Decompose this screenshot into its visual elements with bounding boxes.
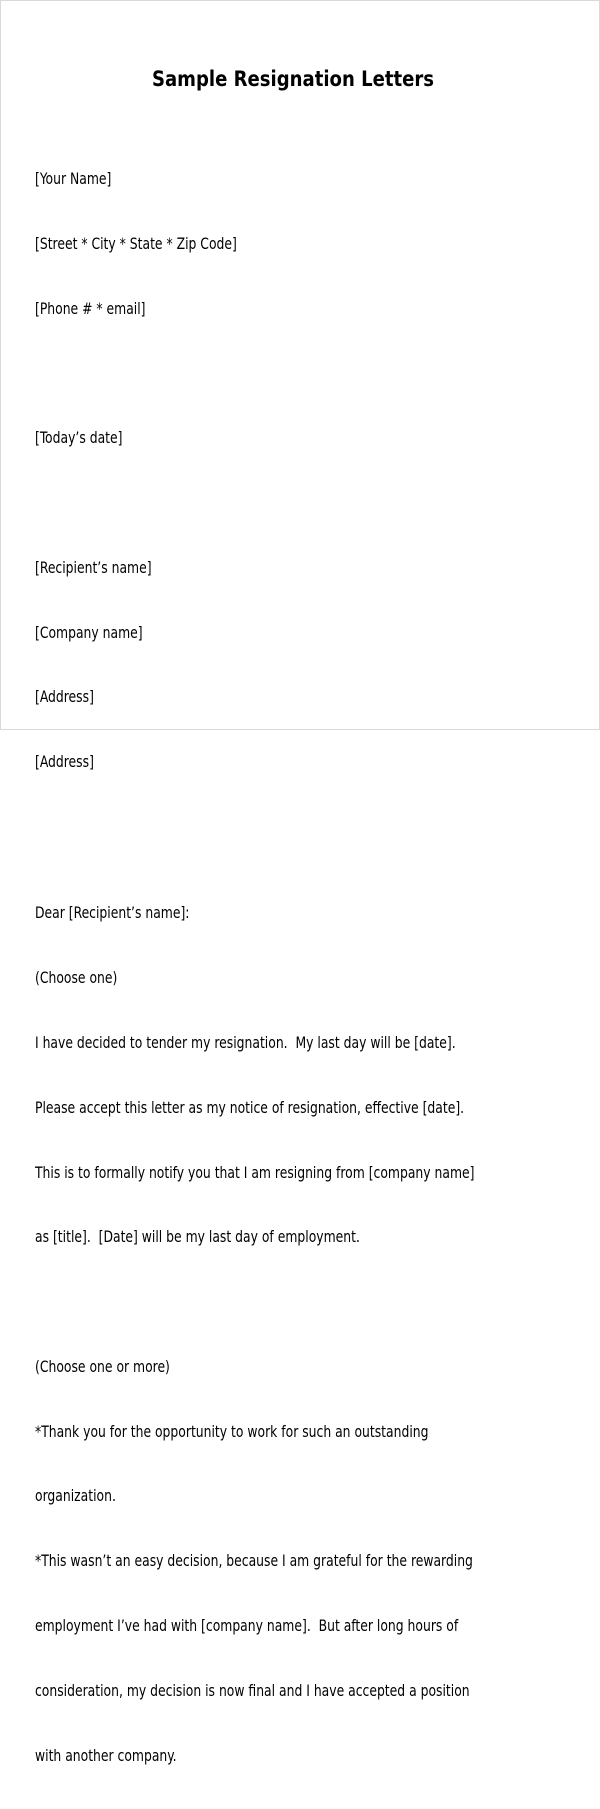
salutation: Dear [Recipient’s name]: [35, 903, 190, 923]
section-two-line: with another company. [35, 1745, 177, 1765]
section-two-instruction: (Choose one or more) [35, 1356, 170, 1376]
section-two-line: employment I’ve had with [company name]. But after long hours of [35, 1615, 459, 1635]
section-two-line: organization. [35, 1486, 116, 1506]
recipient-address-1: [Address] [35, 687, 94, 707]
sender-name: [Your Name] [35, 169, 112, 189]
spacer [35, 492, 568, 514]
recipient-address-2: [Address] [35, 752, 94, 772]
page-title: Sample Resignation Letters [151, 67, 435, 91]
section-two-line: *This wasn’t an easy decision, because I am grateful for the rewarding [35, 1551, 473, 1571]
spacer [35, 363, 568, 385]
section-two-line: *Thank you for the opportunity to work for such an outstanding [35, 1421, 429, 1441]
spacer [35, 816, 568, 859]
section-one-instruction: (Choose one) [35, 968, 118, 988]
section-one-line: I have decided to tender my resignation. My last day will be [date]. [35, 1032, 456, 1052]
recipient-name: [Recipient’s name] [35, 557, 152, 577]
section-one-line: Please accept this letter as my notice of resignation, effective [date]. [35, 1097, 465, 1117]
section-one-line: as [title]. [Date] will be my last day of employment. [35, 1227, 360, 1247]
section-one-line: This is to formally notify you that I am resigning from [company name] [35, 1162, 475, 1182]
sender-contact: [Phone # * email] [35, 298, 146, 318]
recipient-company: [Company name] [35, 622, 143, 642]
section-two-line: consideration, my decision is now final and I have accepted a position [35, 1680, 470, 1700]
spacer [35, 1291, 568, 1313]
letter-body [35, 125, 568, 1809]
date-line: [Today’s date] [35, 428, 123, 448]
sender-address: [Street * City * State * Zip Code] [35, 233, 237, 253]
